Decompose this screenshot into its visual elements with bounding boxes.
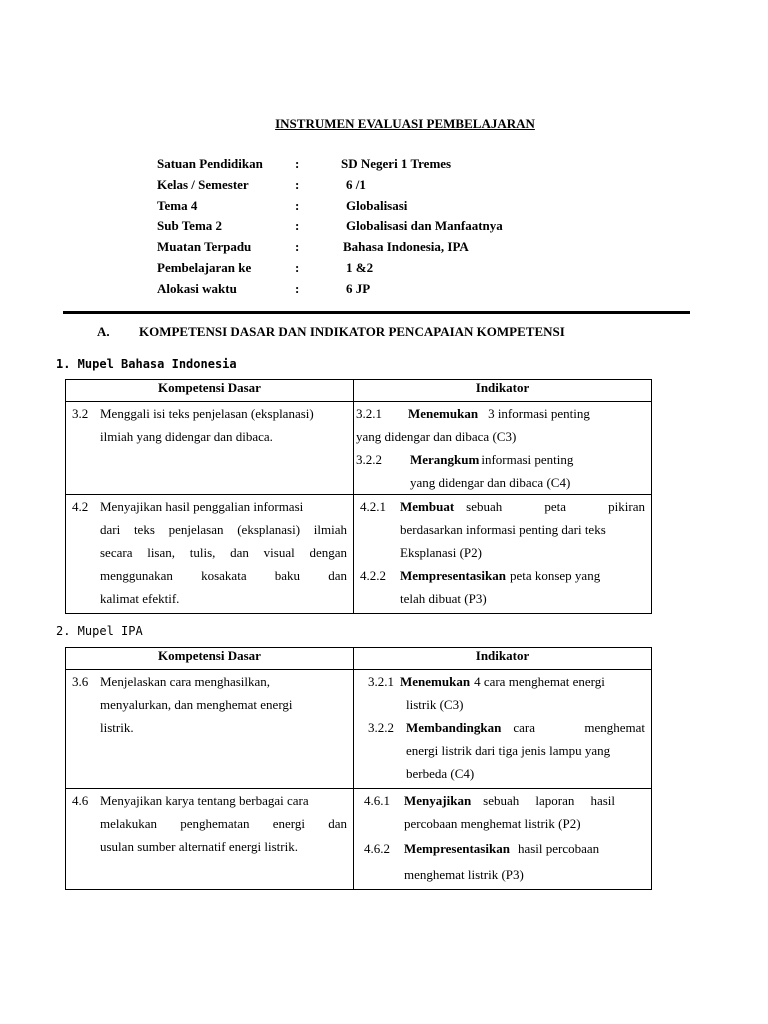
indicator-number: 4.2.2 — [360, 568, 386, 583]
kd-line: kalimat efektif. — [100, 591, 180, 606]
meta-value: Globalisasi — [346, 197, 408, 213]
kd-number: 3.6 — [72, 674, 89, 689]
kd-cell — [66, 670, 354, 789]
indicator-number: 3.2.2 — [368, 720, 394, 735]
indicator-number: 4.6.1 — [364, 793, 390, 808]
kd-cell — [66, 495, 354, 614]
meta-label: Sub Tema 2 — [157, 218, 223, 234]
indicator-verb: Menemukan — [408, 406, 479, 421]
indicator-line: yang didengar dan dibaca (C3) — [356, 429, 517, 444]
meta-colon: : — [295, 197, 300, 213]
indicator-line: listrik (C3) — [406, 697, 464, 712]
indicator-verb: Merangkum — [410, 452, 480, 467]
indicator-line — [364, 789, 645, 812]
kd-line: secara lisan, tulis, dan visual dengan — [100, 545, 347, 560]
meta-label: Muatan Terpadu — [157, 239, 252, 255]
kd-number: 4.2 — [72, 499, 89, 514]
kd-cell — [66, 789, 354, 890]
meta-label: Alokasi waktu — [157, 280, 237, 296]
kd-text: Menjelaskan cara menghasilkan, — [100, 674, 271, 689]
indicator-cell — [354, 495, 652, 614]
meta-value: SD Negeri 1 Tremes — [341, 156, 452, 171]
indicator-number: 3.2.1 — [356, 406, 382, 421]
kd-line — [72, 402, 353, 425]
kd-number: 3.2 — [72, 406, 89, 421]
kd-line — [72, 670, 353, 693]
kd-line: usulan sumber alternatif energi listrik. — [100, 839, 298, 854]
indicator-line: menghemat listrik (P3) — [404, 867, 524, 882]
indicator-verb: Mempresentasikan — [404, 841, 510, 856]
kd-line: menyalurkan, dan menghemat energi — [100, 697, 293, 712]
meta-label: Satuan Pendidikan — [157, 156, 263, 171]
kd-line: menggunakan kosakata baku dan — [100, 568, 347, 583]
table-row — [66, 670, 652, 789]
indicator-rest: 4 cara menghemat energi — [474, 674, 605, 689]
meta-colon: : — [295, 239, 300, 255]
section-letter: A. — [97, 324, 110, 339]
indicator-verb: Membandingkan — [406, 720, 502, 735]
subheading-bahasa-indonesia: 1. Mupel Bahasa Indonesia — [56, 357, 237, 371]
meta-colon: : — [295, 218, 300, 234]
section-title: KOMPETENSI DASAR DAN INDIKATOR PENCAPAIAN KOMPETENSI — [139, 324, 565, 339]
table-header-row — [66, 648, 652, 670]
subheading-ipa: 2. Mupel IPA — [56, 624, 143, 638]
indicator-cell — [354, 789, 652, 890]
meta-colon: : — [295, 259, 300, 275]
kd-text: Menyajikan hasil penggalian informasi — [100, 499, 304, 514]
meta-value: Bahasa Indonesia, IPA — [343, 239, 469, 255]
kd-number: 4.6 — [72, 793, 89, 808]
meta-label: Kelas / Semester — [157, 176, 249, 192]
indicator-rest: 3 informasi penting — [488, 406, 590, 421]
kd-line: listrik. — [100, 720, 134, 735]
indicator-rest: hasil percobaan — [517, 841, 600, 856]
indicator-cell — [354, 402, 652, 495]
section-heading — [97, 324, 565, 340]
indicator-text — [478, 402, 651, 425]
indicator-rest: informasi penting — [481, 452, 574, 467]
indicator-line — [356, 448, 651, 471]
table-row — [66, 495, 652, 614]
indicator-rest: sebuah peta pikiran — [466, 499, 645, 514]
indicator-line — [368, 716, 645, 739]
indicator-line — [360, 495, 645, 518]
indicator-number: 3.2.1 — [368, 674, 394, 689]
meta-value: 6 /1 — [346, 176, 366, 192]
document-title: INSTRUMEN EVALUASI PEMBELAJARAN — [275, 116, 535, 131]
kd-line — [72, 789, 347, 812]
meta-label: Pembelajaran ke — [157, 259, 252, 275]
indicator-rest: peta konsep yang — [509, 568, 601, 583]
indicator-verb: Menemukan — [400, 674, 471, 689]
indicator-number: 3.2.2 — [356, 452, 382, 467]
kd-text: Menggali isi teks penjelasan (eksplanasi) — [100, 406, 314, 421]
indicator-rest: sebuah laporan hasil — [483, 793, 615, 808]
indicator-verb: Mempresentasikan — [400, 568, 506, 583]
meta-value: 1 &2 — [346, 259, 374, 275]
indicator-line — [360, 564, 645, 587]
horizontal-divider — [63, 311, 690, 314]
indicator-line: telah dibuat (P3) — [400, 591, 487, 606]
indicator-verb: Membuat — [400, 499, 455, 514]
table-row — [66, 402, 652, 495]
meta-colon: : — [295, 176, 300, 192]
indicator-line: energi listrik dari tiga jenis lampu yang — [406, 743, 611, 758]
table-ipa — [65, 647, 652, 890]
indicator-line: yang didengar dan dibaca (C4) — [410, 475, 571, 490]
header-indikator: Indikator — [354, 380, 652, 402]
header-indikator: Indikator — [354, 648, 652, 670]
indicator-line — [356, 402, 651, 425]
indicator-line — [364, 835, 645, 862]
kd-line: dari teks penjelasan (eksplanasi) ilmiah — [100, 522, 347, 537]
meta-value: Globalisasi dan Manfaatnya — [346, 218, 503, 234]
kd-line: ilmiah yang didengar dan dibaca. — [100, 429, 273, 444]
table-row — [66, 789, 652, 890]
table-header-row — [66, 380, 652, 402]
header-kompetensi-dasar: Kompetensi Dasar — [66, 648, 354, 670]
meta-colon: : — [295, 280, 300, 296]
kd-line — [72, 495, 347, 518]
indicator-line — [368, 670, 645, 693]
header-kompetensi-dasar: Kompetensi Dasar — [66, 380, 354, 402]
indicator-number: 4.6.2 — [364, 841, 390, 856]
meta-label: Tema 4 — [157, 197, 198, 213]
kd-cell — [66, 402, 354, 495]
indicator-rest: cara menghemat — [513, 720, 645, 735]
indicator-line: berbeda (C4) — [406, 766, 475, 781]
kd-line: melakukan penghematan energi dan — [100, 816, 347, 831]
indicator-line: berdasarkan informasi penting dari teks — [400, 522, 606, 537]
indicator-line: Eksplanasi (P2) — [400, 545, 482, 560]
indicator-number: 4.2.1 — [360, 499, 386, 514]
meta-colon: : — [295, 156, 300, 171]
meta-value: 6 JP — [346, 280, 371, 296]
table-bahasa-indonesia — [65, 379, 652, 614]
indicator-line: percobaan menghemat listrik (P2) — [404, 816, 581, 831]
indicator-cell — [354, 670, 652, 789]
kd-text: Menyajikan karya tentang berbagai cara — [100, 793, 309, 808]
indicator-verb: Menyajikan — [404, 793, 472, 808]
